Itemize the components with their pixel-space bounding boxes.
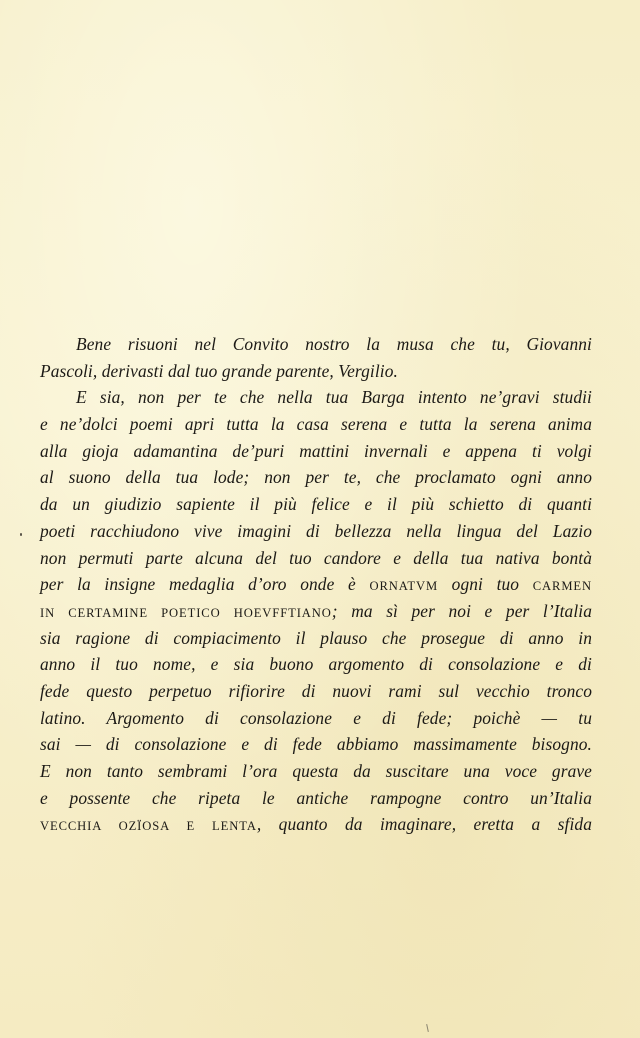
bottom-speck [426, 1024, 429, 1032]
text-line: Pascoli, derivasti dal tuo grande parente, Vergilio. [40, 360, 398, 381]
small-caps-text: VECCHIA OZÏOSA E LENTA [40, 819, 257, 834]
text-line: E non tanto sembrami l’ora questa da suscitare una voce grave [40, 761, 592, 781]
text-line: e ne’dolci poemi apri tutta la casa serena e tutta la serena anima [40, 414, 592, 435]
small-caps-text: ORNATVM [369, 579, 439, 594]
text-line [40, 811, 592, 838]
text-segment: ogni tuo [438, 574, 533, 595]
text-line: fede questo perpetuo rifiorire di nuovi rami sul vecchio tronco [40, 680, 592, 701]
text-line: alla gioja adamantina de’puri mattini invernali e appena ti volgi [40, 440, 592, 461]
text-line: Bene risuoni nel Convito nostro la musa che tu, Giovanni [76, 334, 592, 354]
text-line: sia ragione di compiacimento il plauso che prosegue di anno in [40, 627, 592, 648]
text-segment: , quanto da imaginare, eretta a sfida [256, 814, 592, 835]
text-line: da un giudizio sapiente il più felice e il più schietto di quanti [40, 494, 592, 515]
text-line [40, 571, 592, 598]
text-line [40, 598, 592, 625]
text-line: latino. Argomento di consolazione e di fede; poichè — tu [40, 707, 592, 728]
margin-speck [20, 533, 22, 536]
small-caps-text: CARMEN [532, 579, 592, 594]
text-segment: per la insigne medaglia d’oro onde è [40, 574, 370, 595]
text-line: al suono della tua lode; non per te, che proclamato ogni anno [40, 467, 592, 488]
small-caps-text: IN CERTAMINE POETICO HOEVFFTIANO [40, 605, 332, 620]
text-line: sai — di consolazione e di fede abbiamo massimamente bisogno. [40, 734, 592, 755]
body-text [40, 331, 592, 838]
text-line: e possente che ripeta le antiche rampogne contro un’Italia [40, 787, 592, 808]
text-line: non permuti parte alcuna del tuo candore e della tua nativa bontà [40, 547, 592, 568]
text-line: E sia, non per te che nella tua Barga intento ne’gravi studii [76, 387, 592, 408]
text-line: poeti racchiudono vive imagini di bellezza nella lingua del Lazio [40, 520, 592, 541]
text-line: anno il tuo nome, e sia buono argomento di consolazione e di [40, 654, 592, 675]
text-segment: ; ma sì per noi e per l’Italia [331, 600, 593, 621]
